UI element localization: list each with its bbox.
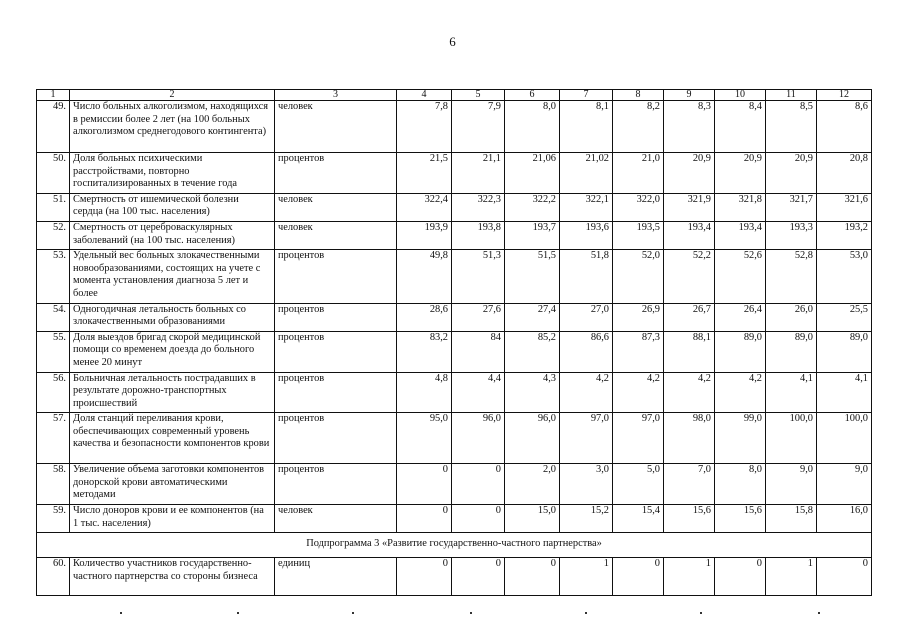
unit-cell: процентов [275,413,397,464]
subprogram-row [37,533,872,558]
value-cell: 4,2 [613,372,664,413]
table-row [37,193,872,221]
value-cell: 7,8 [397,101,452,153]
unit-cell: человек [275,101,397,153]
value-cell: 20,9 [664,153,715,194]
header-cell: 4 [397,90,452,101]
indicator-name: Доля станций переливания крови, обеспечивающих современный уровень качества и безопасности компонентов крови [70,413,275,464]
header-cell: 9 [664,90,715,101]
value-cell: 0 [715,558,766,596]
value-cell: 321,8 [715,193,766,221]
unit-cell: единиц [275,558,397,596]
value-cell: 8,3 [664,101,715,153]
value-cell: 321,9 [664,193,715,221]
table-row [37,331,872,372]
value-cell: 21,02 [560,153,613,194]
indicator-name: Доля больных психическими расстройствами, повторно госпитализированных в течение года [70,153,275,194]
table-row [37,250,872,303]
value-cell: 96,0 [452,413,505,464]
row-number: 53. [37,250,70,303]
value-cell: 21,06 [505,153,560,194]
unit-cell: процентов [275,303,397,331]
value-cell: 15,4 [613,505,664,533]
header-cell: 10 [715,90,766,101]
value-cell: 193,3 [766,221,817,249]
value-cell: 20,9 [715,153,766,194]
header-cell: 2 [70,90,275,101]
value-cell: 321,6 [817,193,872,221]
row-number: 54. [37,303,70,331]
indicator-name: Число доноров крови и ее компонентов (на 1 тыс. населения) [70,505,275,533]
value-cell: 25,5 [817,303,872,331]
value-cell: 0 [817,558,872,596]
value-cell: 8,6 [817,101,872,153]
header-cell: 1 [37,90,70,101]
value-cell: 0 [613,558,664,596]
table-row [37,221,872,249]
value-cell: 97,0 [560,413,613,464]
value-cell: 20,9 [766,153,817,194]
value-cell: 8,1 [560,101,613,153]
row-number: 49. [37,101,70,153]
value-cell: 15,0 [505,505,560,533]
value-cell: 26,9 [613,303,664,331]
row-number: 52. [37,221,70,249]
value-cell: 100,0 [817,413,872,464]
value-cell: 322,4 [397,193,452,221]
value-cell: 1 [560,558,613,596]
value-cell: 97,0 [613,413,664,464]
value-cell: 85,2 [505,331,560,372]
value-cell: 2,0 [505,464,560,505]
table-row [37,464,872,505]
value-cell: 27,6 [452,303,505,331]
value-cell: 193,5 [613,221,664,249]
value-cell: 87,3 [613,331,664,372]
table-row [37,372,872,413]
value-cell: 4,8 [397,372,452,413]
scan-dots [0,612,905,622]
value-cell: 4,2 [664,372,715,413]
value-cell: 89,0 [766,331,817,372]
value-cell: 4,2 [715,372,766,413]
value-cell: 52,8 [766,250,817,303]
value-cell: 7,9 [452,101,505,153]
header-cell: 12 [817,90,872,101]
unit-cell: человек [275,193,397,221]
value-cell: 8,0 [505,101,560,153]
row-number: 58. [37,464,70,505]
page-number: 6 [449,34,456,49]
value-cell: 16,0 [817,505,872,533]
value-cell: 0 [397,505,452,533]
indicator-name: Одногодичная летальность больных со злокачественными образованиями [70,303,275,331]
value-cell: 95,0 [397,413,452,464]
value-cell: 9,0 [817,464,872,505]
value-cell: 83,2 [397,331,452,372]
unit-cell: процентов [275,372,397,413]
value-cell: 4,3 [505,372,560,413]
value-cell: 89,0 [817,331,872,372]
value-cell: 51,3 [452,250,505,303]
value-cell: 4,1 [766,372,817,413]
row-number: 55. [37,331,70,372]
value-cell: 15,6 [715,505,766,533]
row-number: 59. [37,505,70,533]
value-cell: 193,4 [715,221,766,249]
row-number: 50. [37,153,70,194]
value-cell: 193,4 [664,221,715,249]
table-row [37,558,872,596]
value-cell: 322,3 [452,193,505,221]
unit-cell: процентов [275,331,397,372]
value-cell: 5,0 [613,464,664,505]
value-cell: 88,1 [664,331,715,372]
value-cell: 193,6 [560,221,613,249]
value-cell: 98,0 [664,413,715,464]
value-cell: 321,7 [766,193,817,221]
header-cell: 11 [766,90,817,101]
value-cell: 0 [452,464,505,505]
header-cell: 3 [275,90,397,101]
value-cell: 4,1 [817,372,872,413]
indicator-name: Доля выездов бригад скорой медицинской помощи со временем доезда до больного менее 20 минут [70,331,275,372]
value-cell: 4,2 [560,372,613,413]
indicator-name: Количество участников государственно-частного партнерства со стороны бизнеса [70,558,275,596]
unit-cell: человек [275,505,397,533]
value-cell: 8,0 [715,464,766,505]
value-cell: 53,0 [817,250,872,303]
header-cell: 8 [613,90,664,101]
indicator-name: Удельный вес больных злокачественными новообразованиями, состоящих на учете с момента установления диагноза 5 лет и более [70,250,275,303]
value-cell: 0 [397,558,452,596]
indicators-table [36,89,872,596]
unit-cell: процентов [275,250,397,303]
value-cell: 8,2 [613,101,664,153]
value-cell: 52,0 [613,250,664,303]
table-row [37,413,872,464]
value-cell: 322,0 [613,193,664,221]
value-cell: 9,0 [766,464,817,505]
value-cell: 7,0 [664,464,715,505]
value-cell: 193,7 [505,221,560,249]
header-cell: 5 [452,90,505,101]
value-cell: 89,0 [715,331,766,372]
value-cell: 27,0 [560,303,613,331]
indicator-name: Смертность от ишемической болезни сердца (на 100 тыс. населения) [70,193,275,221]
value-cell: 28,6 [397,303,452,331]
value-cell: 0 [452,505,505,533]
value-cell: 52,2 [664,250,715,303]
header-cell: 7 [560,90,613,101]
value-cell: 8,4 [715,101,766,153]
value-cell: 51,5 [505,250,560,303]
value-cell: 26,4 [715,303,766,331]
value-cell: 99,0 [715,413,766,464]
indicator-name: Число больных алкоголизмом, находящихся в ремиссии более 2 лет (на 100 больных алкоголизмом среднегодового контингента) [70,101,275,153]
value-cell: 193,8 [452,221,505,249]
value-cell: 322,1 [560,193,613,221]
value-cell: 15,6 [664,505,715,533]
value-cell: 193,2 [817,221,872,249]
table-row [37,303,872,331]
value-cell: 15,8 [766,505,817,533]
value-cell: 0 [397,464,452,505]
value-cell: 20,8 [817,153,872,194]
header-row [37,90,872,101]
unit-cell: процентов [275,464,397,505]
row-number: 56. [37,372,70,413]
subprogram-title: Подпрограмма 3 «Развитие государственно-частного партнерства» [37,533,872,558]
value-cell: 4,4 [452,372,505,413]
value-cell: 26,7 [664,303,715,331]
value-cell: 49,8 [397,250,452,303]
value-cell: 86,6 [560,331,613,372]
value-cell: 193,9 [397,221,452,249]
value-cell: 52,6 [715,250,766,303]
value-cell: 1 [766,558,817,596]
value-cell: 15,2 [560,505,613,533]
value-cell: 322,2 [505,193,560,221]
value-cell: 3,0 [560,464,613,505]
header-cell: 6 [505,90,560,101]
value-cell: 21,0 [613,153,664,194]
row-number: 57. [37,413,70,464]
table-row [37,101,872,153]
unit-cell: человек [275,221,397,249]
value-cell: 100,0 [766,413,817,464]
value-cell: 8,5 [766,101,817,153]
indicator-name: Больничная летальность пострадавших в результате дорожно-транспортных происшествий [70,372,275,413]
value-cell: 21,1 [452,153,505,194]
value-cell: 84 [452,331,505,372]
value-cell: 1 [664,558,715,596]
indicator-name: Увеличение объема заготовки компонентов донорской крови автоматическими методами [70,464,275,505]
table-row [37,153,872,194]
indicator-name: Смертность от цереброваскулярных заболеваний (на 100 тыс. населения) [70,221,275,249]
unit-cell: процентов [275,153,397,194]
value-cell: 96,0 [505,413,560,464]
value-cell: 0 [452,558,505,596]
value-cell: 0 [505,558,560,596]
row-number: 51. [37,193,70,221]
value-cell: 26,0 [766,303,817,331]
value-cell: 51,8 [560,250,613,303]
value-cell: 27,4 [505,303,560,331]
row-number: 60. [37,558,70,596]
table-row [37,505,872,533]
value-cell: 21,5 [397,153,452,194]
